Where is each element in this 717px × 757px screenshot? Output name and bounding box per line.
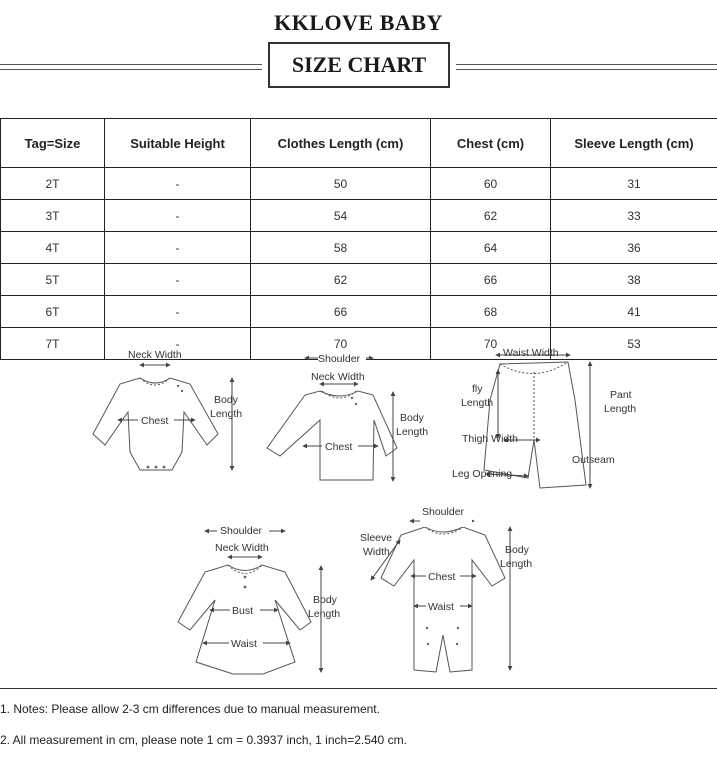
romper-length-label: Length [500,558,533,570]
column-header: Sleeve Length (cm) [551,119,717,168]
table-cell: - [105,296,251,328]
tshirt-length-label: Length [396,426,429,438]
table-row [1,232,717,264]
table-cell: 4T [1,232,105,264]
dress-neck-width-label: Neck Width [215,542,269,554]
brand-name: KKLOVE BABY [274,10,443,35]
column-header: Suitable Height [105,119,251,168]
tshirt-shoulder-label: Shoulder [318,353,361,365]
romper-width-label: Width [363,546,390,558]
table-cell: 38 [551,264,717,296]
romper-sleeve-label: Sleeve [360,532,393,544]
table-cell: 5T [1,264,105,296]
pants-fly-length-label: Length [461,397,494,409]
bodysuit-chest-label: Chest [141,415,169,427]
right-rule-top [456,64,717,65]
table-cell: 36 [551,232,717,264]
size-chart-title: SIZE CHART [268,42,450,88]
table-row [1,168,717,200]
table-cell: 70 [431,328,551,360]
dress-bust-label: Bust [232,605,254,617]
column-header: Tag=Size [1,119,105,168]
romper-body-label: Body [505,544,529,556]
tshirt-neck-width-label: Neck Width [311,371,365,383]
table-cell: 66 [251,296,431,328]
table-cell: 6T [1,296,105,328]
note-2: 2. All measurement in cm, please note 1 cm = 0.3937 inch, 1 inch=2.540 cm. [0,733,407,747]
measurement-illustrations [0,343,717,689]
table-cell: 58 [251,232,431,264]
table-row [1,264,717,296]
pants-fly-label: fly [472,383,483,395]
pants-leg-opening-label: Leg Opening [452,468,513,480]
tshirt-illustration [267,391,397,480]
dress-length-label: Length [308,608,341,620]
pants-waist-width-label: Waist Width [503,347,559,359]
pants-pant-label: Pant [610,389,632,401]
tshirt-body-label: Body [400,412,424,424]
column-header: Chest (cm) [431,119,551,168]
table-cell: 54 [251,200,431,232]
table-cell: - [105,200,251,232]
table-cell: - [105,264,251,296]
table-cell: 62 [251,264,431,296]
pants-pant-length-label: Length [604,403,637,415]
table-cell: 33 [551,200,717,232]
table-cell: - [105,328,251,360]
table-cell: 62 [431,200,551,232]
bodysuit-neck-width-label: Neck Width [128,349,182,361]
romper-waist-label: Waist [428,601,454,613]
table-cell: - [105,168,251,200]
right-rule-bottom [456,69,717,70]
notes-divider [0,688,717,689]
table-cell: 50 [251,168,431,200]
left-rule-bottom [0,69,262,70]
bodysuit-body-label: Body [214,394,238,406]
table-cell: 70 [251,328,431,360]
tshirt-chest-label: Chest [325,441,353,453]
table-row [1,200,717,232]
table-cell: 41 [551,296,717,328]
size-table [0,118,717,360]
table-cell: 7T [1,328,105,360]
column-header: Clothes Length (cm) [251,119,431,168]
pants-outseam-label: Outseam [572,454,615,466]
dress-shoulder-label: Shoulder [220,525,263,537]
table-cell: 60 [431,168,551,200]
romper-chest-label: Chest [428,571,456,583]
pants-thigh-width-label: Thigh Width [462,433,519,445]
table-header-row [1,119,717,168]
dress-illustration [178,565,311,674]
dimension-arrows [118,355,590,672]
table-cell: 53 [551,328,717,360]
romper-illustration [381,527,505,672]
left-rule-top [0,64,262,65]
table-cell: 3T [1,200,105,232]
romper-shoulder-label: Shoulder [422,506,465,518]
dress-waist-label: Waist [231,638,257,650]
label-backgrounds [138,352,472,649]
table-cell: 64 [431,232,551,264]
table-row [1,296,717,328]
note-1: 1. Notes: Please allow 2-3 cm differences due to manual measurement. [0,702,380,716]
table-cell: 2T [1,168,105,200]
dress-body-label: Body [313,594,337,606]
table-cell: 31 [551,168,717,200]
table-cell: - [105,232,251,264]
table-cell: 68 [431,296,551,328]
bodysuit-length-label: Length [210,408,243,420]
table-cell: 66 [431,264,551,296]
